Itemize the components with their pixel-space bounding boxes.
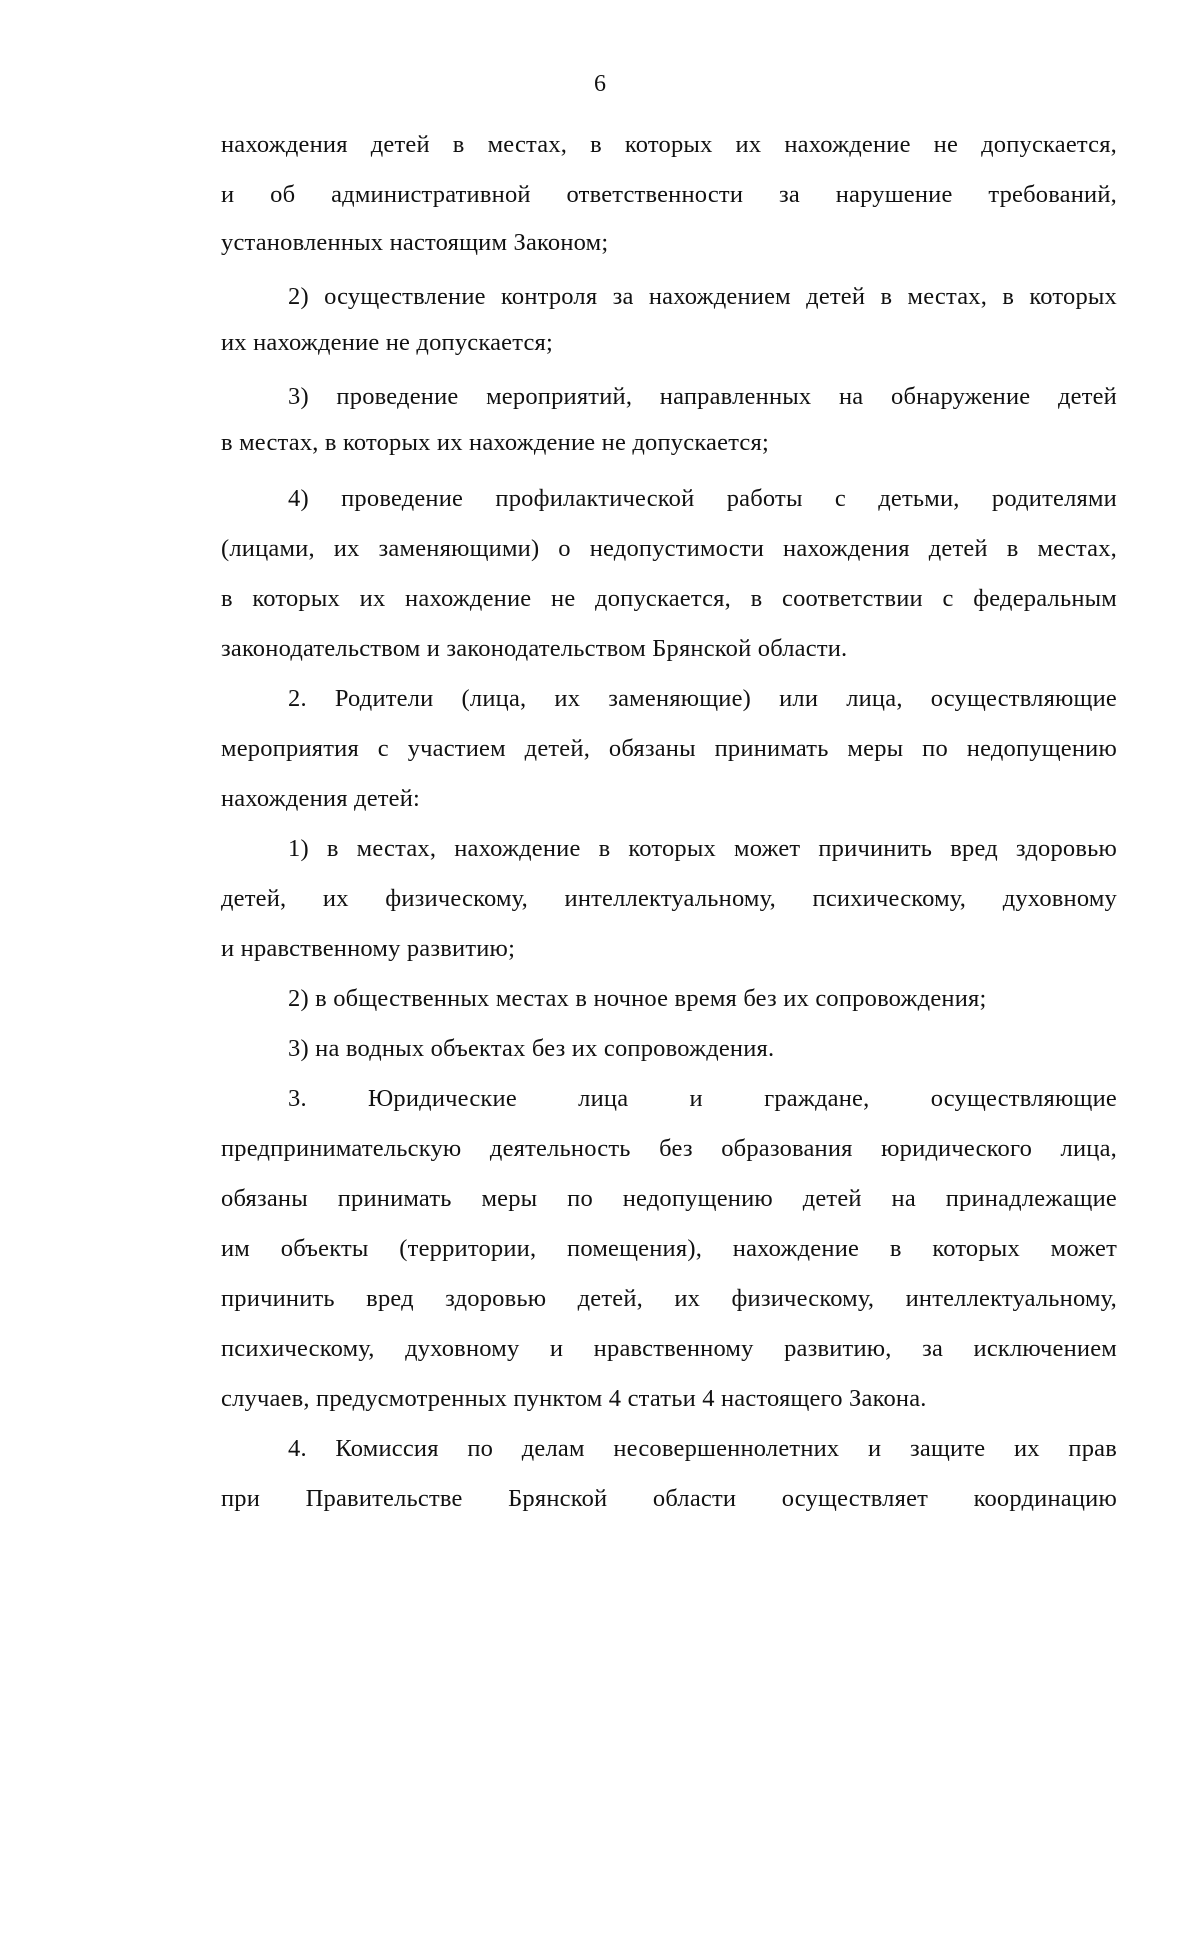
text-line: и нравственному развитию;: [221, 935, 516, 962]
text-line: (лицами, их заменяющими) о недопустимости нахождения детей в местах,: [221, 535, 1117, 562]
text-line: обязаны принимать меры по недопущению детей на принадлежащие: [221, 1185, 1117, 1212]
document-body: [221, 120, 1117, 1524]
text-line: мероприятия с участием детей, обязаны принимать меры по недопущению: [221, 735, 1117, 762]
page-number: 6: [594, 71, 606, 97]
text-line: детей, их физическому, интеллектуальному, психическому, духовному: [221, 885, 1117, 912]
text-line: и об административной ответственности за нарушение требований,: [221, 181, 1117, 208]
text-line: нахождения детей в местах, в которых их нахождение не допускается,: [221, 131, 1117, 158]
list-item-line: 4) проведение профилактической работы с детьми, родителями: [288, 485, 1117, 512]
list-item-line: 2) осуществление контроля за нахождением детей в местах, в которых: [288, 283, 1117, 310]
list-item-line: 3) проведение мероприятий, направленных на обнаружение детей: [288, 383, 1117, 410]
section-line: 4. Комиссия по делам несовершеннолетних и защите их прав: [288, 1435, 1117, 1462]
text-line: нахождения детей:: [221, 785, 421, 812]
text-line: психическому, духовному и нравственному развитию, за исключением: [221, 1335, 1117, 1362]
list-item-line: 3) на водных объектах без их сопровождения.: [288, 1035, 775, 1062]
text-line: в которых их нахождение не допускается, в соответствии с федеральным: [221, 585, 1117, 612]
list-item-line: 2) в общественных местах в ночное время без их сопровождения;: [288, 985, 987, 1012]
text-line: установленных настоящим Законом;: [221, 229, 609, 256]
text-line: случаев, предусмотренных пунктом 4 статьи 4 настоящего Закона.: [221, 1385, 927, 1412]
text-line: их нахождение не допускается;: [221, 329, 554, 356]
section-line: 2. Родители (лица, их заменяющие) или лица, осуществляющие: [288, 685, 1117, 712]
list-item-line: 1) в местах, нахождение в которых может причинить вред здоровью: [288, 835, 1117, 862]
text-line: предпринимательскую деятельность без образования юридического лица,: [221, 1135, 1117, 1162]
text-line: в местах, в которых их нахождение не допускается;: [221, 429, 769, 456]
text-line: законодательством и законодательством Брянской области.: [221, 635, 848, 662]
text-line: им объекты (территории, помещения), нахождение в которых может: [221, 1235, 1117, 1262]
section-line: 3. Юридические лица и граждане, осуществляющие: [288, 1085, 1117, 1112]
text-line: при Правительстве Брянской области осуществляет координацию: [221, 1485, 1117, 1512]
text-line: причинить вред здоровью детей, их физическому, интеллектуальному,: [221, 1285, 1117, 1312]
